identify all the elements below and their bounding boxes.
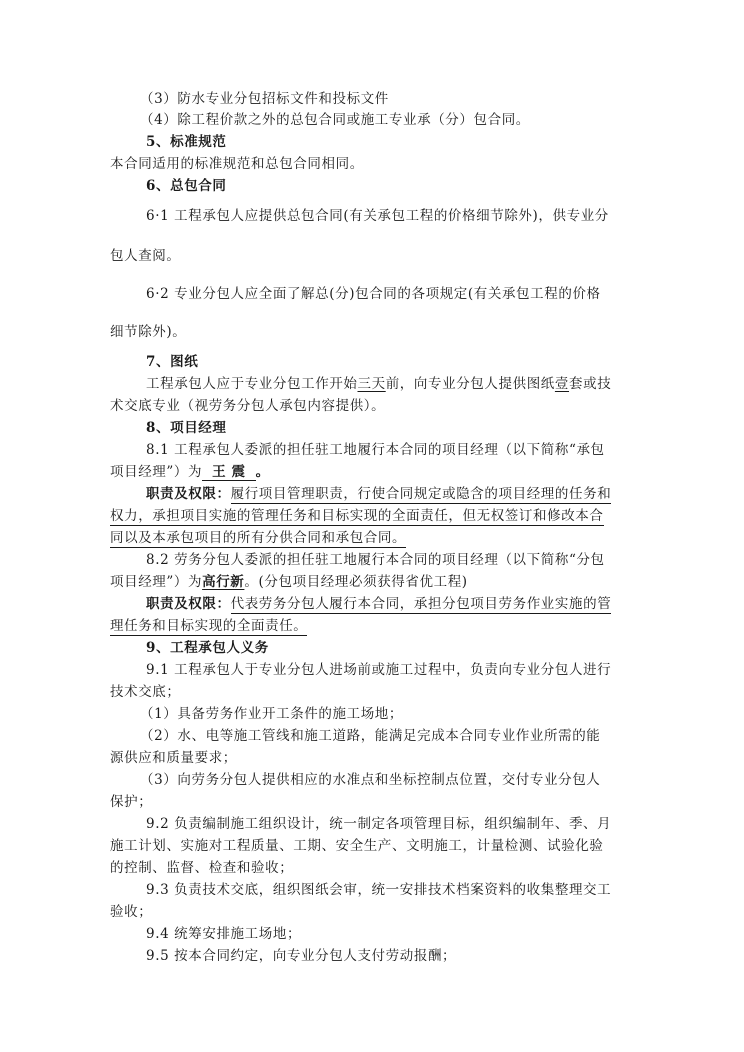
subcontractor-manager-name: 高行新 xyxy=(202,574,245,590)
clause-7-cont: 术交底专业（视劳务分包人承包内容提供）。 xyxy=(110,398,386,414)
duties-8-1 xyxy=(146,484,676,504)
clause-8-1: 8.1 工程承包人委派的担任驻工地履行本合同的项目经理（以下简称“承包 xyxy=(146,442,605,458)
duties-text: 履行项目管理职责，行使合同规定或隐含的项目经理的任务和 xyxy=(230,486,612,502)
clause-9-5: 9.5 按本合同约定，向专业分包人支付劳动报酬； xyxy=(146,948,457,964)
clause-9-1: 9.1 工程承包人于专业分包人进场前或施工过程中，负责向专业分包人进行 xyxy=(146,662,612,678)
clause-6-2-cont: 细节除外)。 xyxy=(110,324,187,340)
section-heading-5: 5、标准规范 xyxy=(146,134,227,150)
clause-7 xyxy=(146,374,676,394)
clause-9-4: 9.4 统筹安排施工场地； xyxy=(146,926,302,942)
section-heading-8: 8、项目经理 xyxy=(146,420,227,436)
duties-8-2-line2 xyxy=(110,616,640,636)
section-heading-7: 7、图纸 xyxy=(146,354,199,370)
clause-8-2-prefix: 项目经理”）为 xyxy=(110,574,203,590)
clause-9-3: 9.3 负责技术交底，组织图纸会审，统一安排技术档案资料的收集整理交工 xyxy=(146,882,612,898)
duties-8-1-line2-text: 权力，承担项目实施的管理任务和目标实现的全面责任，但无权签订和修改本合 xyxy=(110,508,604,524)
clause-8-2: 8.2 劳务分包人委派的担任驻工地履行本合同的项目经理（以下简称“分包 xyxy=(146,552,605,568)
duties-text-2: 代表劳务分包人履行本合同，承担分包项目劳务作业实施的管 xyxy=(230,596,612,612)
duties-8-1-line2 xyxy=(110,506,640,526)
clause-9-1-item-3: （3）向劳务分包人提供相应的水准点和坐标控制点位置，交付专业分包人 xyxy=(140,772,601,788)
duties-label: 职责及权限： xyxy=(146,486,231,502)
clause-9-1-item-2-cont: 源供应和质量要求； xyxy=(110,750,237,766)
clause-7-text-a: 工程承包人应于专业分包工作开始 xyxy=(146,376,358,392)
clause-8-1-end: 。 xyxy=(255,464,270,480)
clause-9-2-line3: 的控制、监督、检查和验收； xyxy=(110,860,294,876)
clause-7-text-b: 前，向专业分包人提供图纸 xyxy=(385,376,555,392)
duties-8-1-line3 xyxy=(110,528,640,548)
duties-8-2-line2-text: 理任务和目标实现的全面责任。 xyxy=(110,618,308,634)
clause-9-3-cont: 验收； xyxy=(110,904,153,920)
clause-6-1: 6·1 工程承包人应提供总包合同(有关承包工程的价格细节除外)，供专业分 xyxy=(146,208,609,224)
clause-9-1-item-1: （1）具备劳务作业开工条件的施工场地； xyxy=(140,706,403,722)
clause-9-1-item-2: （2）水、电等施工管线和施工道路，能满足完成本合同专业作业所需的能 xyxy=(140,728,601,744)
duties-label-2: 职责及权限： xyxy=(146,596,231,612)
duties-8-2 xyxy=(146,594,676,614)
clause-7-text-c: 套或技 xyxy=(569,376,612,392)
clause-8-2-note: 。(分包项目经理必须获得省优工程) xyxy=(244,574,468,590)
clause-6-1-cont: 包人查阅。 xyxy=(110,248,181,264)
section-heading-9: 9、工程承包人义务 xyxy=(146,640,269,656)
clause-8-1-prefix: 项目经理”）为 xyxy=(110,464,203,480)
duties-8-1-line3-text: 同以及本承包项目的所有分供合同和承包合同。 xyxy=(110,530,407,546)
clause-6-2: 6·2 专业分包人应全面了解总(分)包合同的各项规定(有关承包工程的价格 xyxy=(146,286,601,302)
paragraph-standards: 本合同适用的标准规范和总包合同相同。 xyxy=(110,156,364,172)
days-value: 三天 xyxy=(357,376,386,392)
clause-9-1-item-3-cont: 保护； xyxy=(110,794,153,810)
clause-9-1-cont: 技术交底； xyxy=(110,684,181,700)
list-item-3: （3）防水专业分包招标文件和投标文件 xyxy=(140,91,389,107)
clause-8-1-cont xyxy=(110,462,640,482)
list-item-4: （4）除工程价款之外的总包合同或施工专业承（分）包合同。 xyxy=(140,112,530,128)
contractor-manager-name: 王 震 xyxy=(202,464,256,481)
clause-8-2-cont xyxy=(110,572,640,592)
clause-9-2-line2: 施工计划、实施对工程质量、工期、安全生产、文明施工，计量检测、试验化验 xyxy=(110,838,604,854)
clause-9-2: 9.2 负责编制施工组织设计，统一制定各项管理目标，组织编制年、季、月 xyxy=(146,816,612,832)
sets-value: 壹 xyxy=(554,376,570,392)
section-heading-6: 6、总包合同 xyxy=(146,178,227,194)
